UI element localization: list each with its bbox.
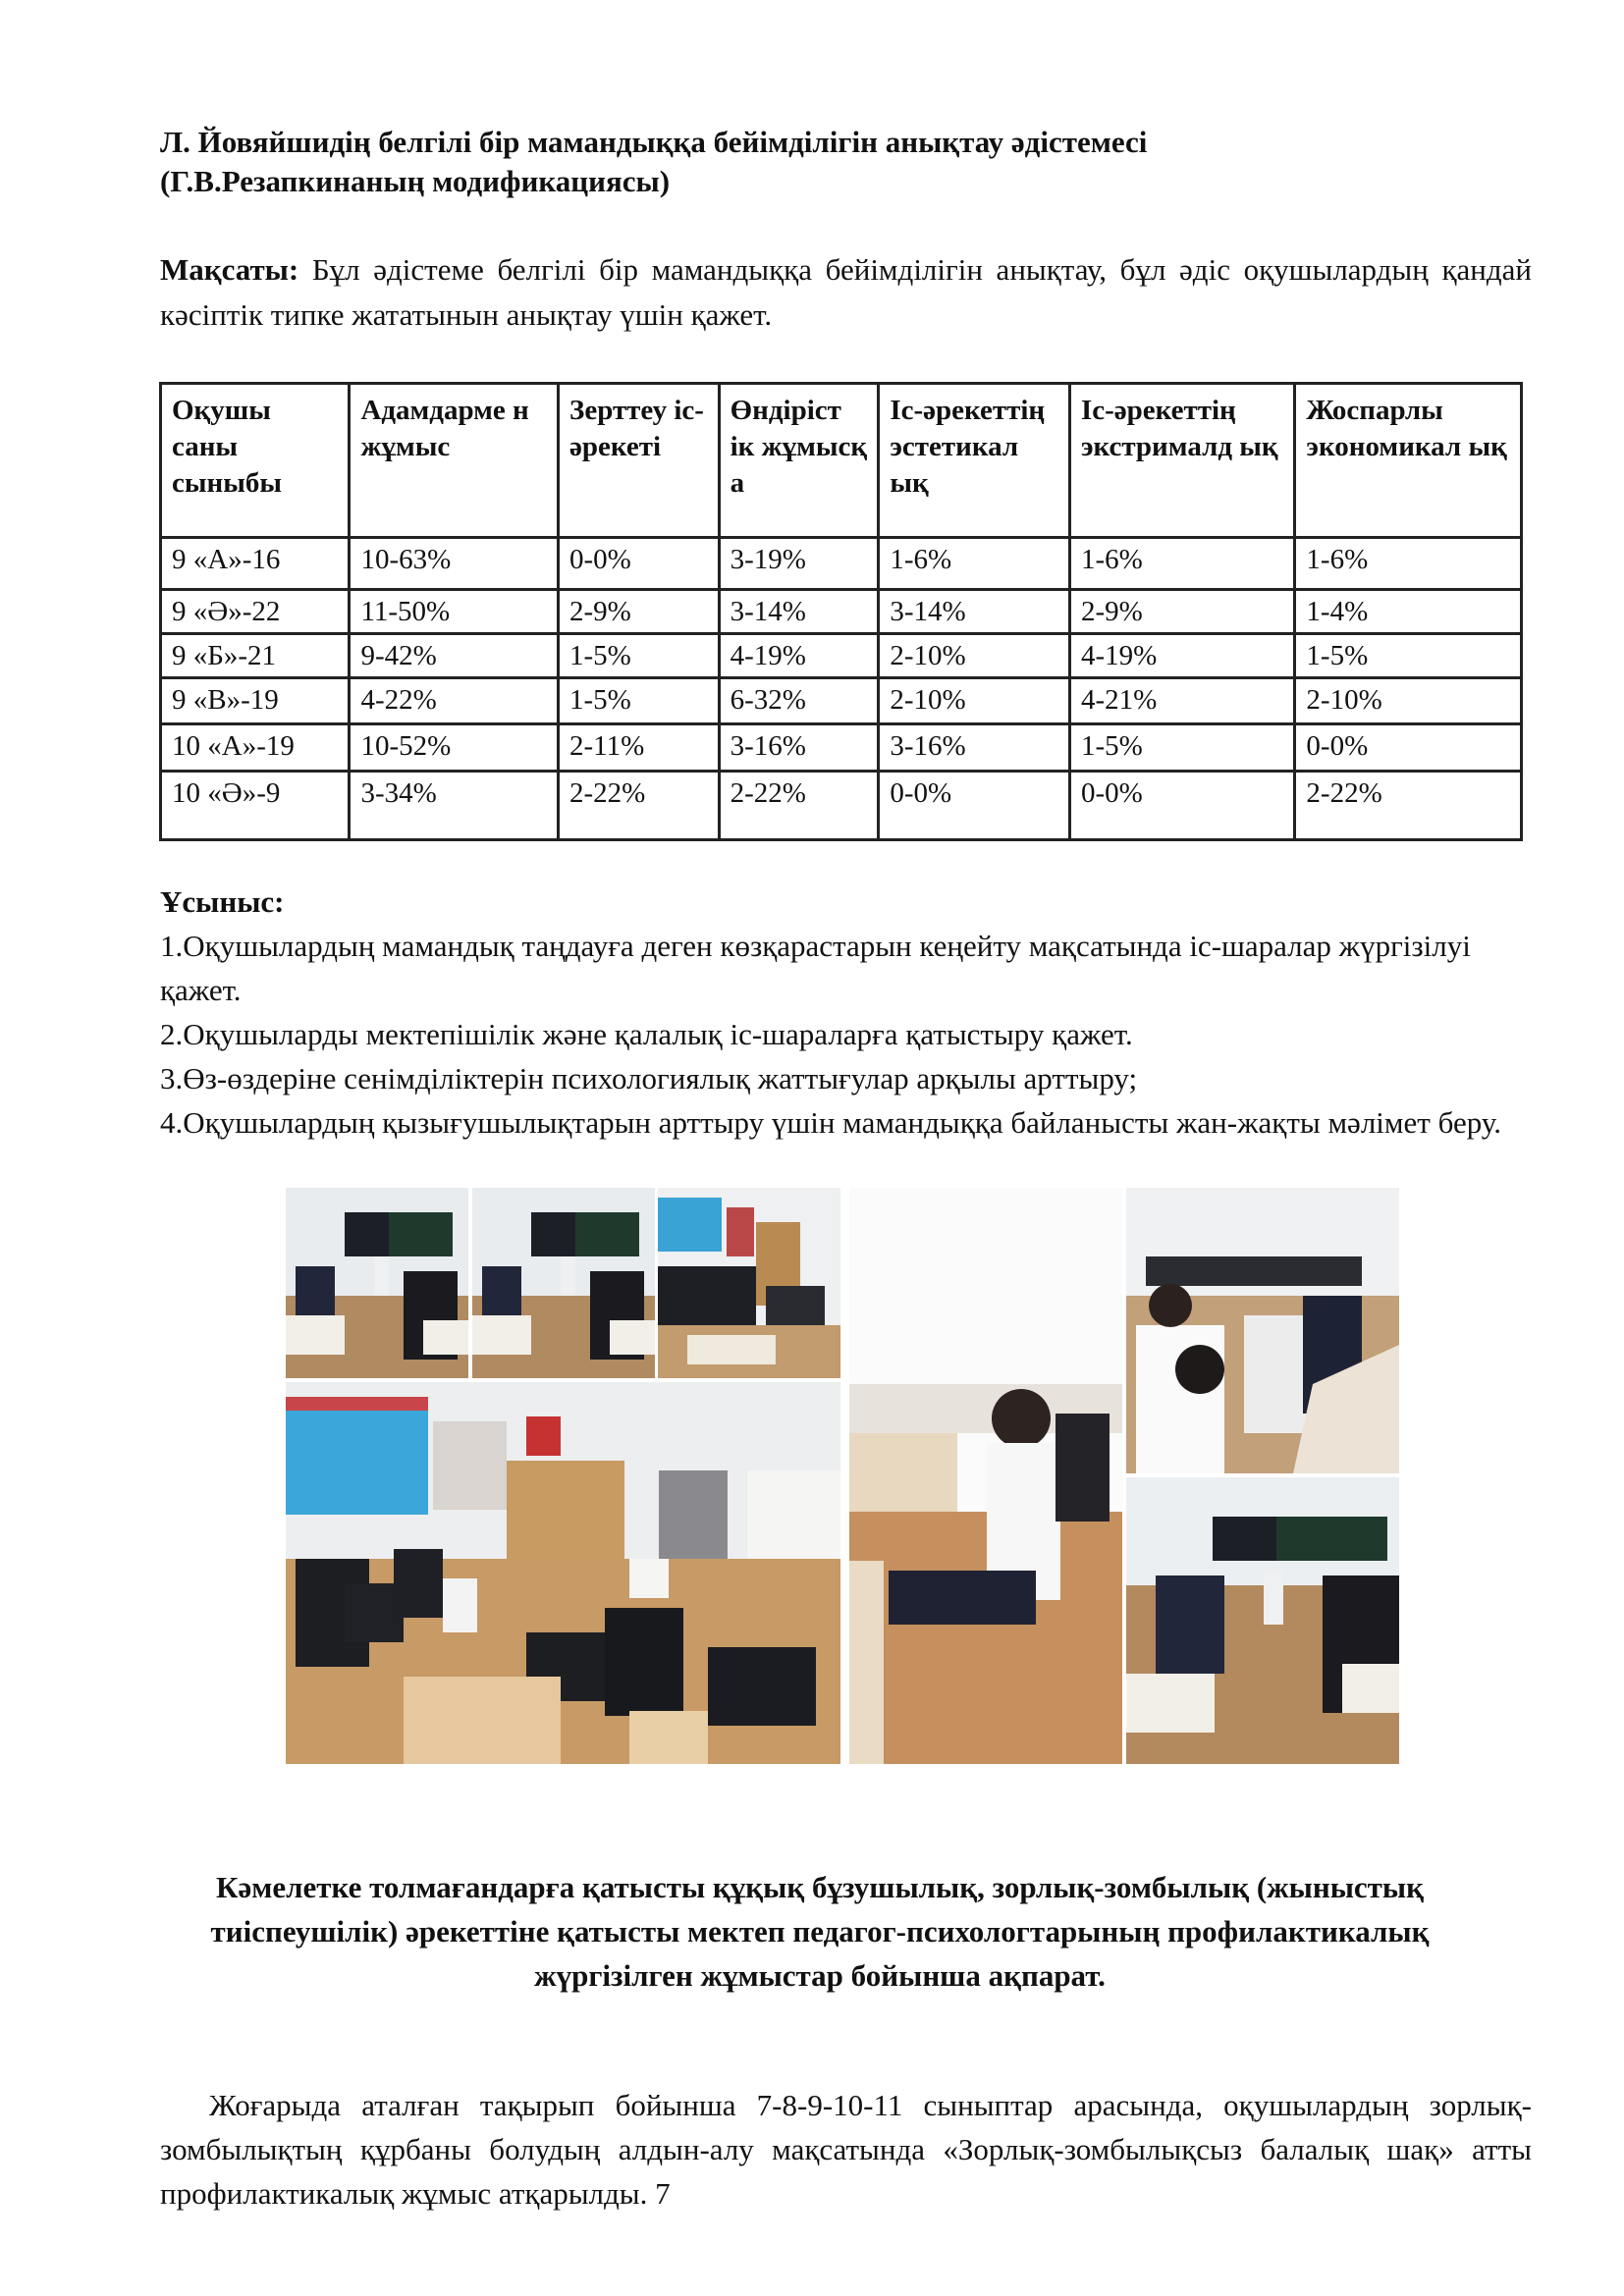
- table-cell: 0-0%: [1295, 724, 1522, 772]
- table-cell: 3-14%: [719, 590, 879, 634]
- table-cell: 11-50%: [350, 590, 559, 634]
- title-line-1: Л. Йовяйшидің белгілі бір мамандыққа бейімділігін анықтау әдістемесі: [160, 125, 1148, 159]
- table-header-cell: Іс-әрекеттің эстетикал ық: [879, 384, 1070, 538]
- goal-label: Мақсаты:: [160, 252, 299, 287]
- recommendation-item: 1.Оқушылардың мамандық таңдауға деген көзқарастарын кеңейту мақсатында іс-шаралар жүргізілуі қажет.: [160, 929, 1471, 1007]
- table-cell: 1-5%: [1069, 724, 1294, 772]
- table-cell: 1-6%: [879, 538, 1070, 590]
- table-row: [161, 538, 1522, 590]
- table-cell: 0-0%: [1069, 772, 1294, 840]
- results-table: [159, 382, 1523, 841]
- students-photo: [1126, 1188, 1399, 1473]
- table-cell: 3-16%: [879, 724, 1070, 772]
- table-cell: 0-0%: [559, 538, 720, 590]
- goal-text: Бұл әдістеме белгілі бір мамандыққа бейімділігін анықтау, бұл әдіс оқушылардың қандай кәсіптік типке жататынын анықтау үшін қажет.: [160, 252, 1532, 332]
- recommendations: [160, 880, 1532, 1145]
- table-cell: 2-22%: [719, 772, 879, 840]
- recommendation-item: 4.Оқушылардың қызығушылықтарын арттыру үшін мамандыққа байланысты жан-жақты мәлімет беру.: [160, 1105, 1501, 1140]
- table-header-cell: Адамдарме н жұмыс: [350, 384, 559, 538]
- recommendations-title: Ұсыныс:: [160, 884, 285, 919]
- table-cell: 1-6%: [1295, 538, 1522, 590]
- table-cell: 4-19%: [1069, 634, 1294, 678]
- table-cell: 10 «Ә»-9: [161, 772, 350, 840]
- table-cell: 4-22%: [350, 678, 559, 724]
- table-cell: 2-22%: [1295, 772, 1522, 840]
- table-cell: 10-52%: [350, 724, 559, 772]
- table-cell: 3-14%: [879, 590, 1070, 634]
- table-header-cell: Жоспарлы экономикал ық: [1295, 384, 1522, 538]
- document-title: [160, 123, 1535, 201]
- table-cell: 1-6%: [1069, 538, 1294, 590]
- section-heading: Кәмелетке толмағандарға қатысты құқық бұзушылық, зорлық-зомбылық (жыныстық тиіспеушілік) әрекеттіне қатысты мектеп педагог-психологтарының профилактикалық жүргізілген жұмыстар бойынша ақпарат.: [210, 1870, 1430, 1993]
- table-cell: 2-10%: [879, 678, 1070, 724]
- table-cell: 9 «А»-16: [161, 538, 350, 590]
- table-row: [161, 678, 1522, 724]
- table-cell: 2-22%: [559, 772, 720, 840]
- table-cell: 2-9%: [1069, 590, 1294, 634]
- table-cell: 2-10%: [1295, 678, 1522, 724]
- table-cell: 3-16%: [719, 724, 879, 772]
- table-cell: 3-34%: [350, 772, 559, 840]
- title-line-2: (Г.В.Резапкинаның модификациясы): [160, 164, 671, 198]
- table-header-cell: Зерттеу іс-әрекеті: [559, 384, 720, 538]
- table-row: [161, 634, 1522, 678]
- table-cell: 4-21%: [1069, 678, 1294, 724]
- classroom-photo: [658, 1188, 840, 1378]
- table-row: [161, 772, 1522, 840]
- table-cell: 3-19%: [719, 538, 879, 590]
- table-row: [161, 590, 1522, 634]
- table-header-cell: Оқушы саны сыныбы: [161, 384, 350, 538]
- table-header-cell: Іс-әрекеттің экстрималд ық: [1069, 384, 1294, 538]
- table-cell: 2-11%: [559, 724, 720, 772]
- table-cell: 1-5%: [559, 634, 720, 678]
- goal-paragraph: [160, 247, 1532, 338]
- classroom-photo: [286, 1188, 468, 1378]
- table-cell: 1-4%: [1295, 590, 1522, 634]
- table-cell: 10-63%: [350, 538, 559, 590]
- table-cell: 2-10%: [879, 634, 1070, 678]
- table-cell: 0-0%: [879, 772, 1070, 840]
- table-cell: 6-32%: [719, 678, 879, 724]
- classroom-photo: [1126, 1477, 1399, 1764]
- section-paragraph: Жоғарыда аталған тақырып бойынша 7-8-9-10-11 сыныптар арасында, оқушылардың зорлық-зомбылықтың құрбаны болудың алдын-алу мақсатында «Зорлық-зомбылықсыз балалық шақ» атты профилактикалық жұмыс атқарылды. 7: [160, 2088, 1532, 2211]
- computer-room-photo: [286, 1382, 840, 1764]
- table-cell: 1-5%: [1295, 634, 1522, 678]
- recommendation-item: 2.Оқушыларды мектепішілік және қалалық іс-шараларға қатыстыру қажет.: [160, 1017, 1133, 1051]
- table-cell: 4-19%: [719, 634, 879, 678]
- table-cell: 1-5%: [559, 678, 720, 724]
- photo-collage: [286, 1188, 1399, 1764]
- table-cell: 9 «Б»-21: [161, 634, 350, 678]
- table-cell: 9 «В»-19: [161, 678, 350, 724]
- table-header-row: [161, 384, 1522, 538]
- table-row: [161, 724, 1522, 772]
- table-cell: 9 «Ә»-22: [161, 590, 350, 634]
- table-cell: 2-9%: [559, 590, 720, 634]
- recommendation-item: 3.Өз-өздеріне сенімділіктерін психологиялық жаттығулар арқылы арттыру;: [160, 1061, 1138, 1095]
- student-portrait-photo: [849, 1188, 1122, 1764]
- table-cell: 9-42%: [350, 634, 559, 678]
- classroom-photo: [472, 1188, 655, 1378]
- table-cell: 10 «А»-19: [161, 724, 350, 772]
- table-header-cell: Өндіріст ік жұмысқ а: [719, 384, 879, 538]
